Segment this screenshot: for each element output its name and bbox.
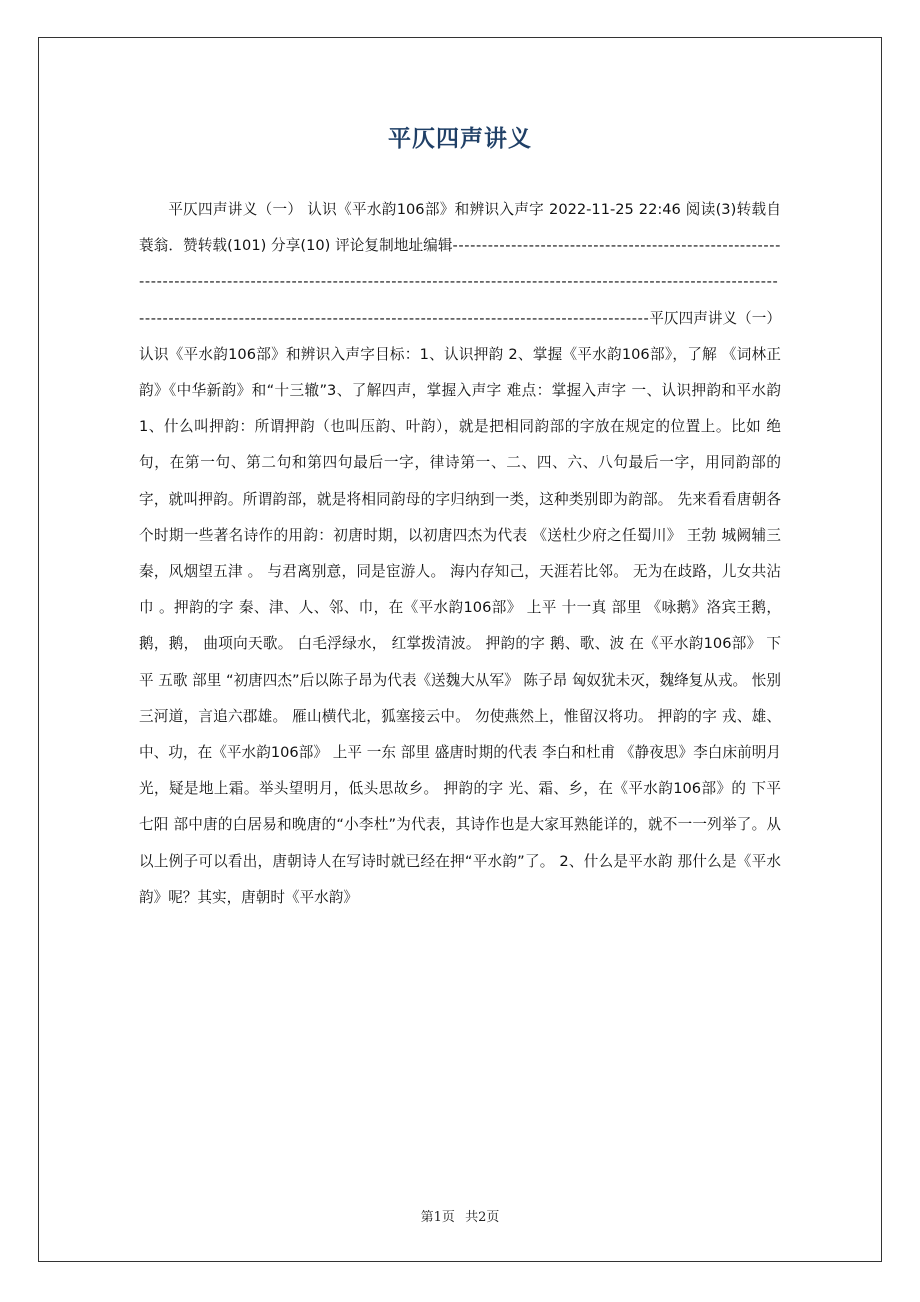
document-title: 平仄四声讲义 <box>388 126 532 152</box>
page-total: 共2页 <box>465 1210 500 1225</box>
page-footer <box>0 1206 920 1225</box>
divider-line: ------------------------------------------------------------------------------------------------------------------------------------------------------------------------------------------------------------------------------------------------------------ <box>139 237 781 327</box>
meta-line: 平仄四声讲义（一） 认识《平水韵106部》和辨识入声字 2022-11-25 22:46 阅读(3)转载自蓑翁．赞转载(101) 分享(10) 评论复制地址编辑 <box>139 201 781 255</box>
document-body <box>139 192 781 916</box>
page-number: 第1页 <box>420 1210 455 1225</box>
body-paragraph: 平仄四声讲义（一） 认识《平水韵106部》和辨识入声字目标：1、认识押韵 2、掌握《平水韵106部》，了解 《词林正韵》《中华新韵》和“十三辙”3、了解四声，掌握入声字 难点：掌握入声字 一、认识押韵和平水韵 1、什么叫押韵：所谓押韵（也叫压韵、叶韵），就是把相同韵部的字放在规定的位置上。比如 绝句，在第一句、第二句和第四句最后一字，律诗第一、二、四、六、八句最后一字，用同韵部的字，就叫押韵。所谓韵部，就是将相同韵母的字归纳到一类，这种类别即为韵部。 先来看看唐朝各个时期一些著名诗作的用韵：初唐时期，以初唐四杰为代表 《送杜少府之任蜀川》 王勃 城阙辅三秦，风烟望五津 。 与君离别意，同是宦游人。 海内存知己，天涯若比邻。 无为在歧路，儿女共沾巾 。押韵的字 秦、津、人、邻、巾，在《平水韵106部》 上平 十一真 部里 《咏鹅》洛宾王鹅，鹅，鹅， 曲项向天歌。 白毛浮绿水， 红掌拨清波。 押韵的字 鹅、歌、波 在《平水韵106部》 下平 五歌 部里 “初唐四杰”后以陈子昂为代表《送魏大从军》 陈子昂 匈奴犹未灭，魏绛复从戎。 怅别三河道，言追六郡雄。 雁山横代北，狐塞接云中。 勿使燕然上，惟留汉将功。 押韵的字 戎、雄、中、功，在《平水韵106部》 上平 一东 部里 盛唐时期的代表 李白和杜甫 《静夜思》李白床前明月光，疑是地上霜。举头望明月，低头思故乡。 押韵的字 光、霜、乡，在《平水韵106部》的 下平 七阳 部中唐的白居易和晚唐的“小李杜”为代表，其诗作也是大家耳熟能详的，就不一一列举了。从以上例子可以看出，唐朝诗人在写诗时就已经在押“平水韵”了。 2、什么是平水韵 那什么是《平水韵》呢？其实，唐朝时《平水韵》 <box>139 309 781 906</box>
